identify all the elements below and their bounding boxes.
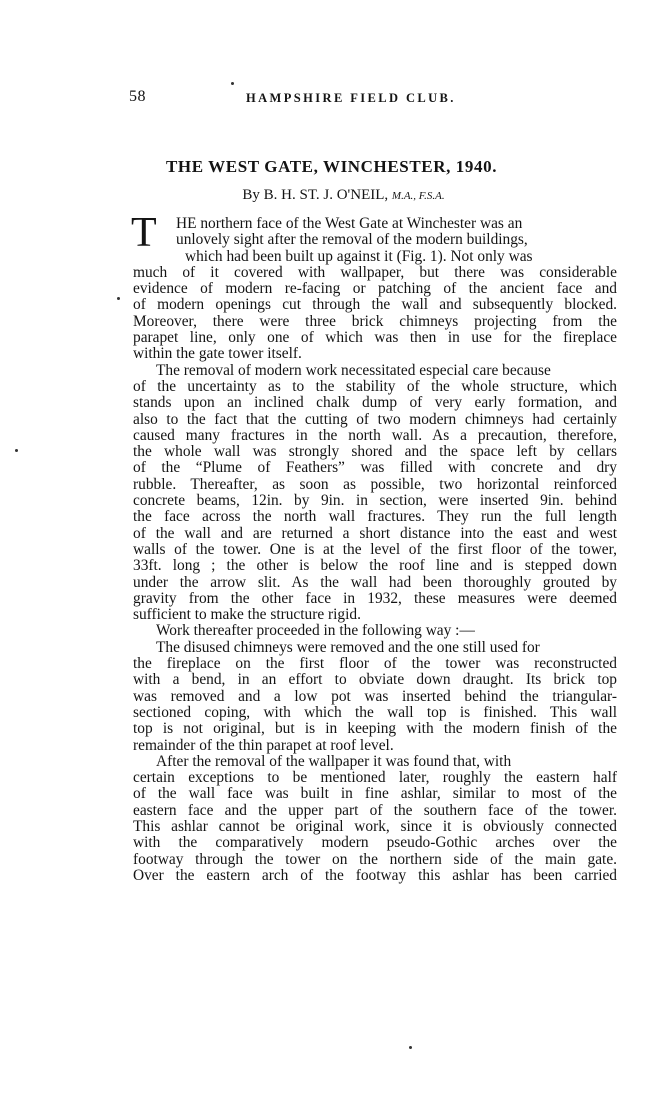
text-line: gravity from the other face in 1932, these measures were deemed — [133, 589, 617, 607]
scan-speck — [117, 297, 120, 300]
page-number: 58 — [129, 88, 146, 105]
text-line: with a bend, in an effort to obviate down draught. Its brick top — [133, 671, 617, 689]
text-line: remainder of the thin parapet at roof level. — [133, 736, 394, 754]
text-line: evidence of modern re-facing or patching of the ancient face and — [133, 280, 617, 298]
text-line: of the uncertainty as to the stability of the whole structure, which — [133, 377, 617, 395]
article-title: THE WEST GATE, WINCHESTER, 1940. — [165, 157, 498, 176]
text-line: sufficient to make the structure rigid. — [133, 606, 361, 624]
text-line: of modern openings cut through the wall and subsequently blocked. — [133, 296, 617, 314]
text-line: top is not original, but is in keeping with the modern finish of the — [133, 720, 617, 738]
text-line: certain exceptions to be mentioned later, roughly the eastern half — [133, 769, 617, 787]
text-line: 33ft. long ; the other is below the roof line and is stepped down — [133, 557, 617, 575]
text-line: parapet line, only one of which was then in use for the fireplace — [133, 329, 617, 347]
text-line: The disused chimneys were removed and the one still used for — [156, 638, 540, 656]
text-line: Work thereafter proceeded in the following way :— — [156, 622, 475, 640]
text-line: the face across the north wall fractures. They run the full length — [133, 508, 617, 526]
article-byline — [0, 187, 657, 204]
text-line: Over the eastern arch of the footway this ashlar has been carried — [133, 866, 617, 884]
text-line: under the arrow slit. As the wall had been thoroughly grouted by — [133, 573, 617, 591]
text-line: also to the fact that the cutting of two modern chimneys had certainly — [133, 410, 617, 428]
text-line: concrete beams, 12in. by 9in. in section, were inserted 9in. behind — [133, 492, 617, 510]
drop-cap: T — [131, 210, 157, 256]
text-line: HE northern face of the West Gate at Winchester was an — [176, 215, 523, 232]
author-qualifications: M.A., F.S.A. — [391, 190, 445, 202]
text-line: the whole wall was strongly shored and the space left by cellars — [133, 443, 617, 461]
text-line: walls of the tower. One is at the level of the first floor of the tower, — [133, 540, 617, 558]
text-line: caused many fractures in the north wall. As a precaution, therefore, — [133, 426, 617, 444]
text-line: much of it covered with wallpaper, but there was considerable — [133, 263, 617, 281]
scan-speck — [409, 1046, 412, 1049]
scan-speck — [231, 82, 234, 85]
text-line: stands upon an inclined chalk dump of very early formation, and — [133, 394, 617, 412]
scan-speck — [15, 449, 18, 452]
text-line: was removed and a low pot was inserted behind the triangular- — [133, 687, 617, 705]
text-line: unlovely sight after the removal of the modern buildings, — [176, 231, 528, 249]
running-head: HAMPSHIRE FIELD CLUB. — [246, 91, 456, 105]
text-line: of the wall and are returned a short distance into the east and west — [133, 524, 617, 542]
text-line: of the “Plume of Feathers” was filled with concrete and dry — [133, 459, 617, 477]
text-line: eastern face and the upper part of the southern face of the tower. — [133, 801, 617, 819]
text-line: of the wall face was built in fine ashlar, similar to most of the — [133, 785, 617, 803]
text-line: within the gate tower itself. — [133, 345, 302, 363]
text-line: Moreover, there were three brick chimneys projecting from the — [133, 312, 617, 330]
text-line: the fireplace on the first floor of the tower was reconstructed — [133, 655, 617, 673]
page-header — [0, 88, 657, 108]
text-line: sectioned coping, with which the wall top is finished. This wall — [133, 703, 617, 721]
text-line: with the comparatively modern pseudo-Gothic arches over the — [133, 834, 617, 852]
author-name: By B. H. ST. J. O'NEIL, — [242, 187, 389, 203]
text-line: The removal of modern work necessitated especial care because — [156, 361, 551, 379]
article-body — [131, 210, 617, 884]
text-line: rubble. Thereafter, as soon as possible, two horizontal reinforced — [133, 475, 617, 493]
text-line: footway through the tower on the northern side of the main gate. — [133, 850, 617, 868]
text-line: After the removal of the wallpaper it was found that, with — [156, 752, 512, 770]
text-line: which had been built up against it (Fig. 1). Not only was — [185, 247, 533, 265]
text-line: This ashlar cannot be original work, since it is obviously connected — [133, 817, 617, 835]
